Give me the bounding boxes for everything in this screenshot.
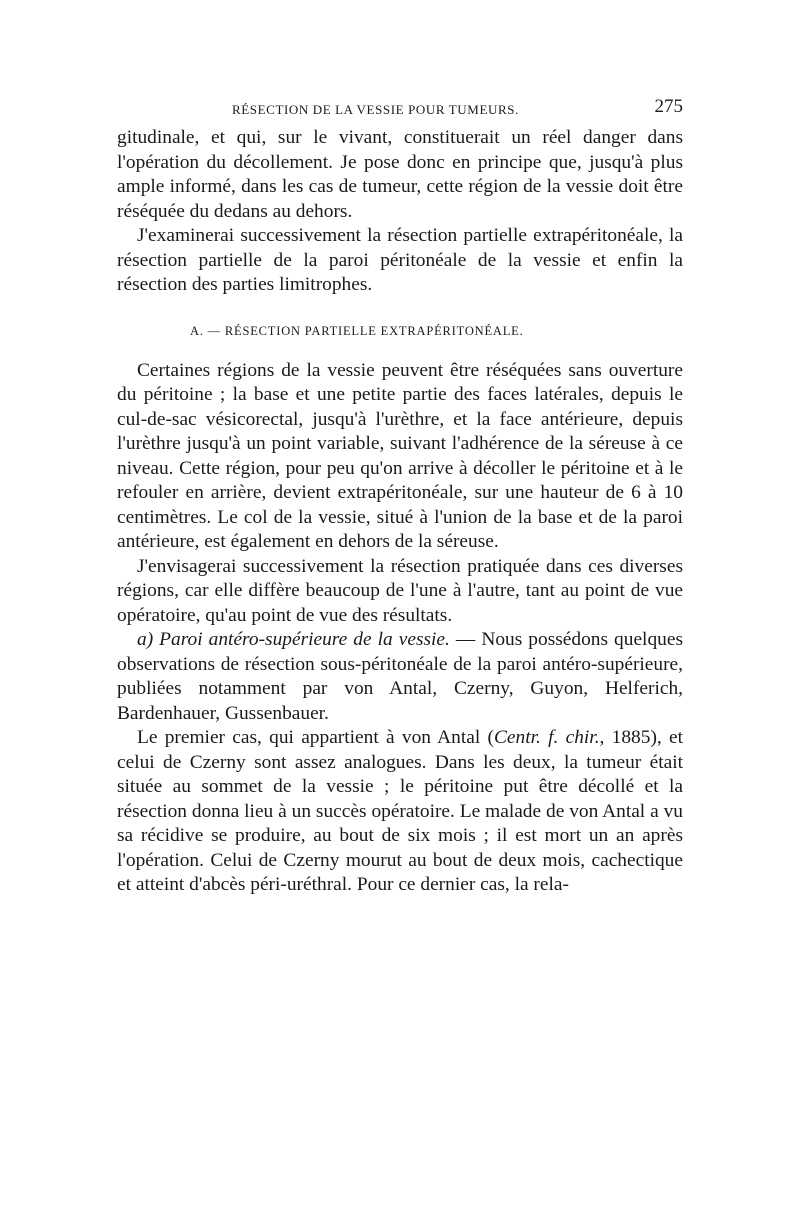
running-title: RÉSECTION DE LA VESSIE POUR TUMEURS. bbox=[232, 102, 519, 117]
page-number: 275 bbox=[654, 96, 683, 117]
paragraph-results: J'envisagerai successivement la résection pratiquée dans ces diverses régions, car elle diffère beaucoup de l'une à l'autre, tant au point de vue opératoire, qu'au point de vue des résultats. bbox=[117, 555, 683, 626]
paragraph-cases bbox=[117, 726, 683, 898]
subsection-text: — Nous possédons quelques observations de résection sous-péritonéale de la paroi antéro-supérieure, publiées notamment par von Antal, Czerny, Guyon, Helferich, Bardenhauer, Gussenbauer. bbox=[117, 629, 683, 724]
paragraph-continuation: gitudinale, et qui, sur le vivant, constituerait un réel danger dans l'opération du décollement. Je pose donc en principe que, jusqu'à plus ample informé, dans les cas de tumeur, cette région de la vessie doit être réséquée du dedans au dehors. bbox=[117, 127, 683, 222]
paragraph-subsection bbox=[117, 628, 683, 726]
citation: Centr. f. chir. bbox=[493, 727, 600, 748]
section-heading-label: A. — RÉSECTION PARTIELLE EXTRAPÉRITONÉALE. bbox=[190, 323, 524, 338]
paragraph-outline: J'examinerai successivement la résection partielle extrapéritonéale, la résection partielle de la paroi péritonéale de la vessie et enfin la résection des parties limitrophes. bbox=[117, 225, 683, 295]
subsection-label: a) Paroi antéro-supérieure de la vessie. bbox=[137, 629, 450, 650]
paragraph-regions: Certaines régions de la vessie peuvent être réséquées sans ouverture du péritoine ; la base et une petite partie des faces latérales, depuis le cul-de-sac vésicorectal, jusqu'à l'urèthre, et la face antérieure, depuis l'urèthre jusqu'à un point variable, suivant l'adhérence de la séreuse à ce niveau. Cette région, pour peu qu'on arrive à décoller le péritoine et à le refouler en arrière, devient extrapéritonéale, sur une hauteur de 6 à 10 centimètres. Le col de la vessie, situé à l'union de la base et de la paroi antérieure, est également en dehors de la séreuse. bbox=[117, 359, 683, 552]
section-heading bbox=[117, 321, 683, 341]
running-head bbox=[117, 92, 683, 126]
book-page bbox=[117, 92, 683, 898]
cases-text-after: , 1885), et celui de Czerny sont assez analogues. Dans les deux, la tumeur était située au sommet de la vessie ; le péritoine put être décollé et la résection donna lieu à un succès opératoire. Le malade de von Antal a vu sa récidive se produire, au bout de six mois ; il est mort un an après l'opération. Celui de Czerny mourut au bout de deux mois, cachectique et atteint d'abcès péri-uréthral. Pour ce dernier cas, la rela- bbox=[117, 727, 684, 895]
cases-text-before: Le premier cas, qui appartient à von Antal ( bbox=[137, 727, 494, 748]
body-text bbox=[117, 126, 683, 898]
